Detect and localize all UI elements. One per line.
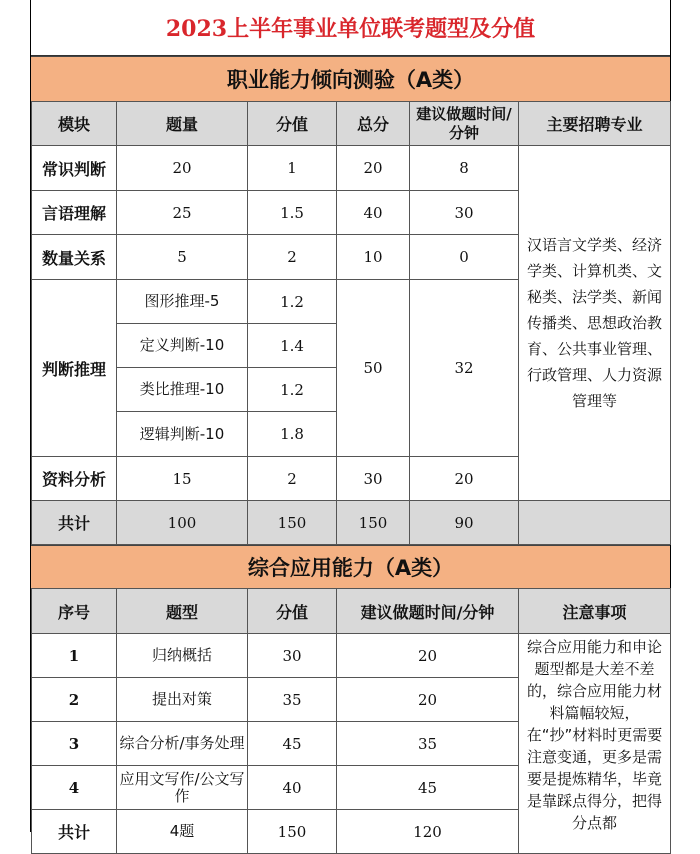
col-module: 模块 — [32, 102, 117, 146]
col-score: 分值 — [248, 102, 337, 146]
time-cell: 8 — [410, 146, 519, 191]
no-cell: 4 — [32, 766, 117, 810]
section-b-heading: 综合应用能力（A类） — [31, 545, 670, 589]
table-row — [32, 146, 671, 191]
score-cell: 2 — [248, 457, 337, 501]
total-cell: 50 — [337, 280, 410, 457]
score-cell: 2 — [248, 235, 337, 280]
module-cell: 常识判断 — [32, 146, 117, 191]
time-cell: 30 — [410, 191, 519, 235]
module-cell: 数量关系 — [32, 235, 117, 280]
score-cell: 40 — [248, 766, 337, 810]
score-cell: 1.8 — [248, 412, 337, 457]
score-cell: 1.2 — [248, 280, 337, 324]
total-label: 共计 — [32, 501, 117, 545]
time-cell: 20 — [337, 678, 519, 722]
majors-cell: 汉语言文学类、经济学类、计算机类、文秘类、法学类、新闻传播类、思想政治教育、公共事业管理、行政管理、人力资源管理等 — [519, 146, 671, 501]
count-cell: 5 — [117, 235, 248, 280]
type-cell: 应用文写作/公文写作 — [117, 766, 248, 810]
empty-cell — [519, 501, 671, 545]
score-cell: 1 — [248, 146, 337, 191]
score-cell: 1.4 — [248, 324, 337, 368]
time-cell: 90 — [410, 501, 519, 545]
total-cell: 150 — [337, 501, 410, 545]
page-title: 2023上半年事业单位联考题型及分值 — [31, 0, 670, 56]
col-score: 分值 — [248, 589, 337, 634]
total-cell: 30 — [337, 457, 410, 501]
total-cell: 20 — [337, 146, 410, 191]
time-cell: 32 — [410, 280, 519, 457]
score-cell: 1.2 — [248, 368, 337, 412]
type-cell: 提出对策 — [117, 678, 248, 722]
sub-item-cell: 图形推理-5 — [117, 280, 248, 324]
type-cell: 归纳概括 — [117, 634, 248, 678]
count-cell: 25 — [117, 191, 248, 235]
module-cell: 判断推理 — [32, 280, 117, 457]
module-cell: 资料分析 — [32, 457, 117, 501]
col-no: 序号 — [32, 589, 117, 634]
time-cell: 35 — [337, 722, 519, 766]
score-cell: 150 — [248, 501, 337, 545]
notes-cell: 综合应用能力和申论题型都是大差不差的，综合应用能力材料篇幅较短，在“抄”材料时更需要注意变通，更多是需要是提炼精华，毕竟是靠踩点得分，把得分点都 — [519, 634, 671, 854]
writing-table — [31, 588, 671, 854]
total-row — [32, 501, 671, 545]
section-a-heading: 职业能力倾向测验（A类） — [31, 56, 670, 102]
col-notes: 注意事项 — [519, 589, 671, 634]
time-cell: 45 — [337, 766, 519, 810]
col-majors: 主要招聘专业 — [519, 102, 671, 146]
score-cell: 150 — [248, 810, 337, 854]
type-cell: 综合分析/事务处理 — [117, 722, 248, 766]
time-cell: 120 — [337, 810, 519, 854]
no-cell: 1 — [32, 634, 117, 678]
score-cell: 1.5 — [248, 191, 337, 235]
count-cell: 4题 — [117, 810, 248, 854]
score-cell: 35 — [248, 678, 337, 722]
count-cell: 100 — [117, 501, 248, 545]
sub-item-cell: 类比推理-10 — [117, 368, 248, 412]
col-time: 建议做题时间/分钟 — [410, 102, 519, 146]
no-cell: 2 — [32, 678, 117, 722]
time-cell: 0 — [410, 235, 519, 280]
col-time: 建议做题时间/分钟 — [337, 589, 519, 634]
time-cell: 20 — [410, 457, 519, 501]
count-cell: 20 — [117, 146, 248, 191]
table-row — [32, 634, 671, 678]
col-type: 题型 — [117, 589, 248, 634]
score-cell: 30 — [248, 634, 337, 678]
count-cell: 15 — [117, 457, 248, 501]
header-row — [32, 102, 671, 146]
col-total: 总分 — [337, 102, 410, 146]
aptitude-table — [31, 101, 671, 545]
total-label: 共计 — [32, 810, 117, 854]
sub-item-cell: 逻辑判断-10 — [117, 412, 248, 457]
no-cell: 3 — [32, 722, 117, 766]
time-cell: 20 — [337, 634, 519, 678]
total-cell: 10 — [337, 235, 410, 280]
total-cell: 40 — [337, 191, 410, 235]
col-count: 题量 — [117, 102, 248, 146]
module-cell: 言语理解 — [32, 191, 117, 235]
sub-item-cell: 定义判断-10 — [117, 324, 248, 368]
header-row — [32, 589, 671, 634]
score-cell: 45 — [248, 722, 337, 766]
